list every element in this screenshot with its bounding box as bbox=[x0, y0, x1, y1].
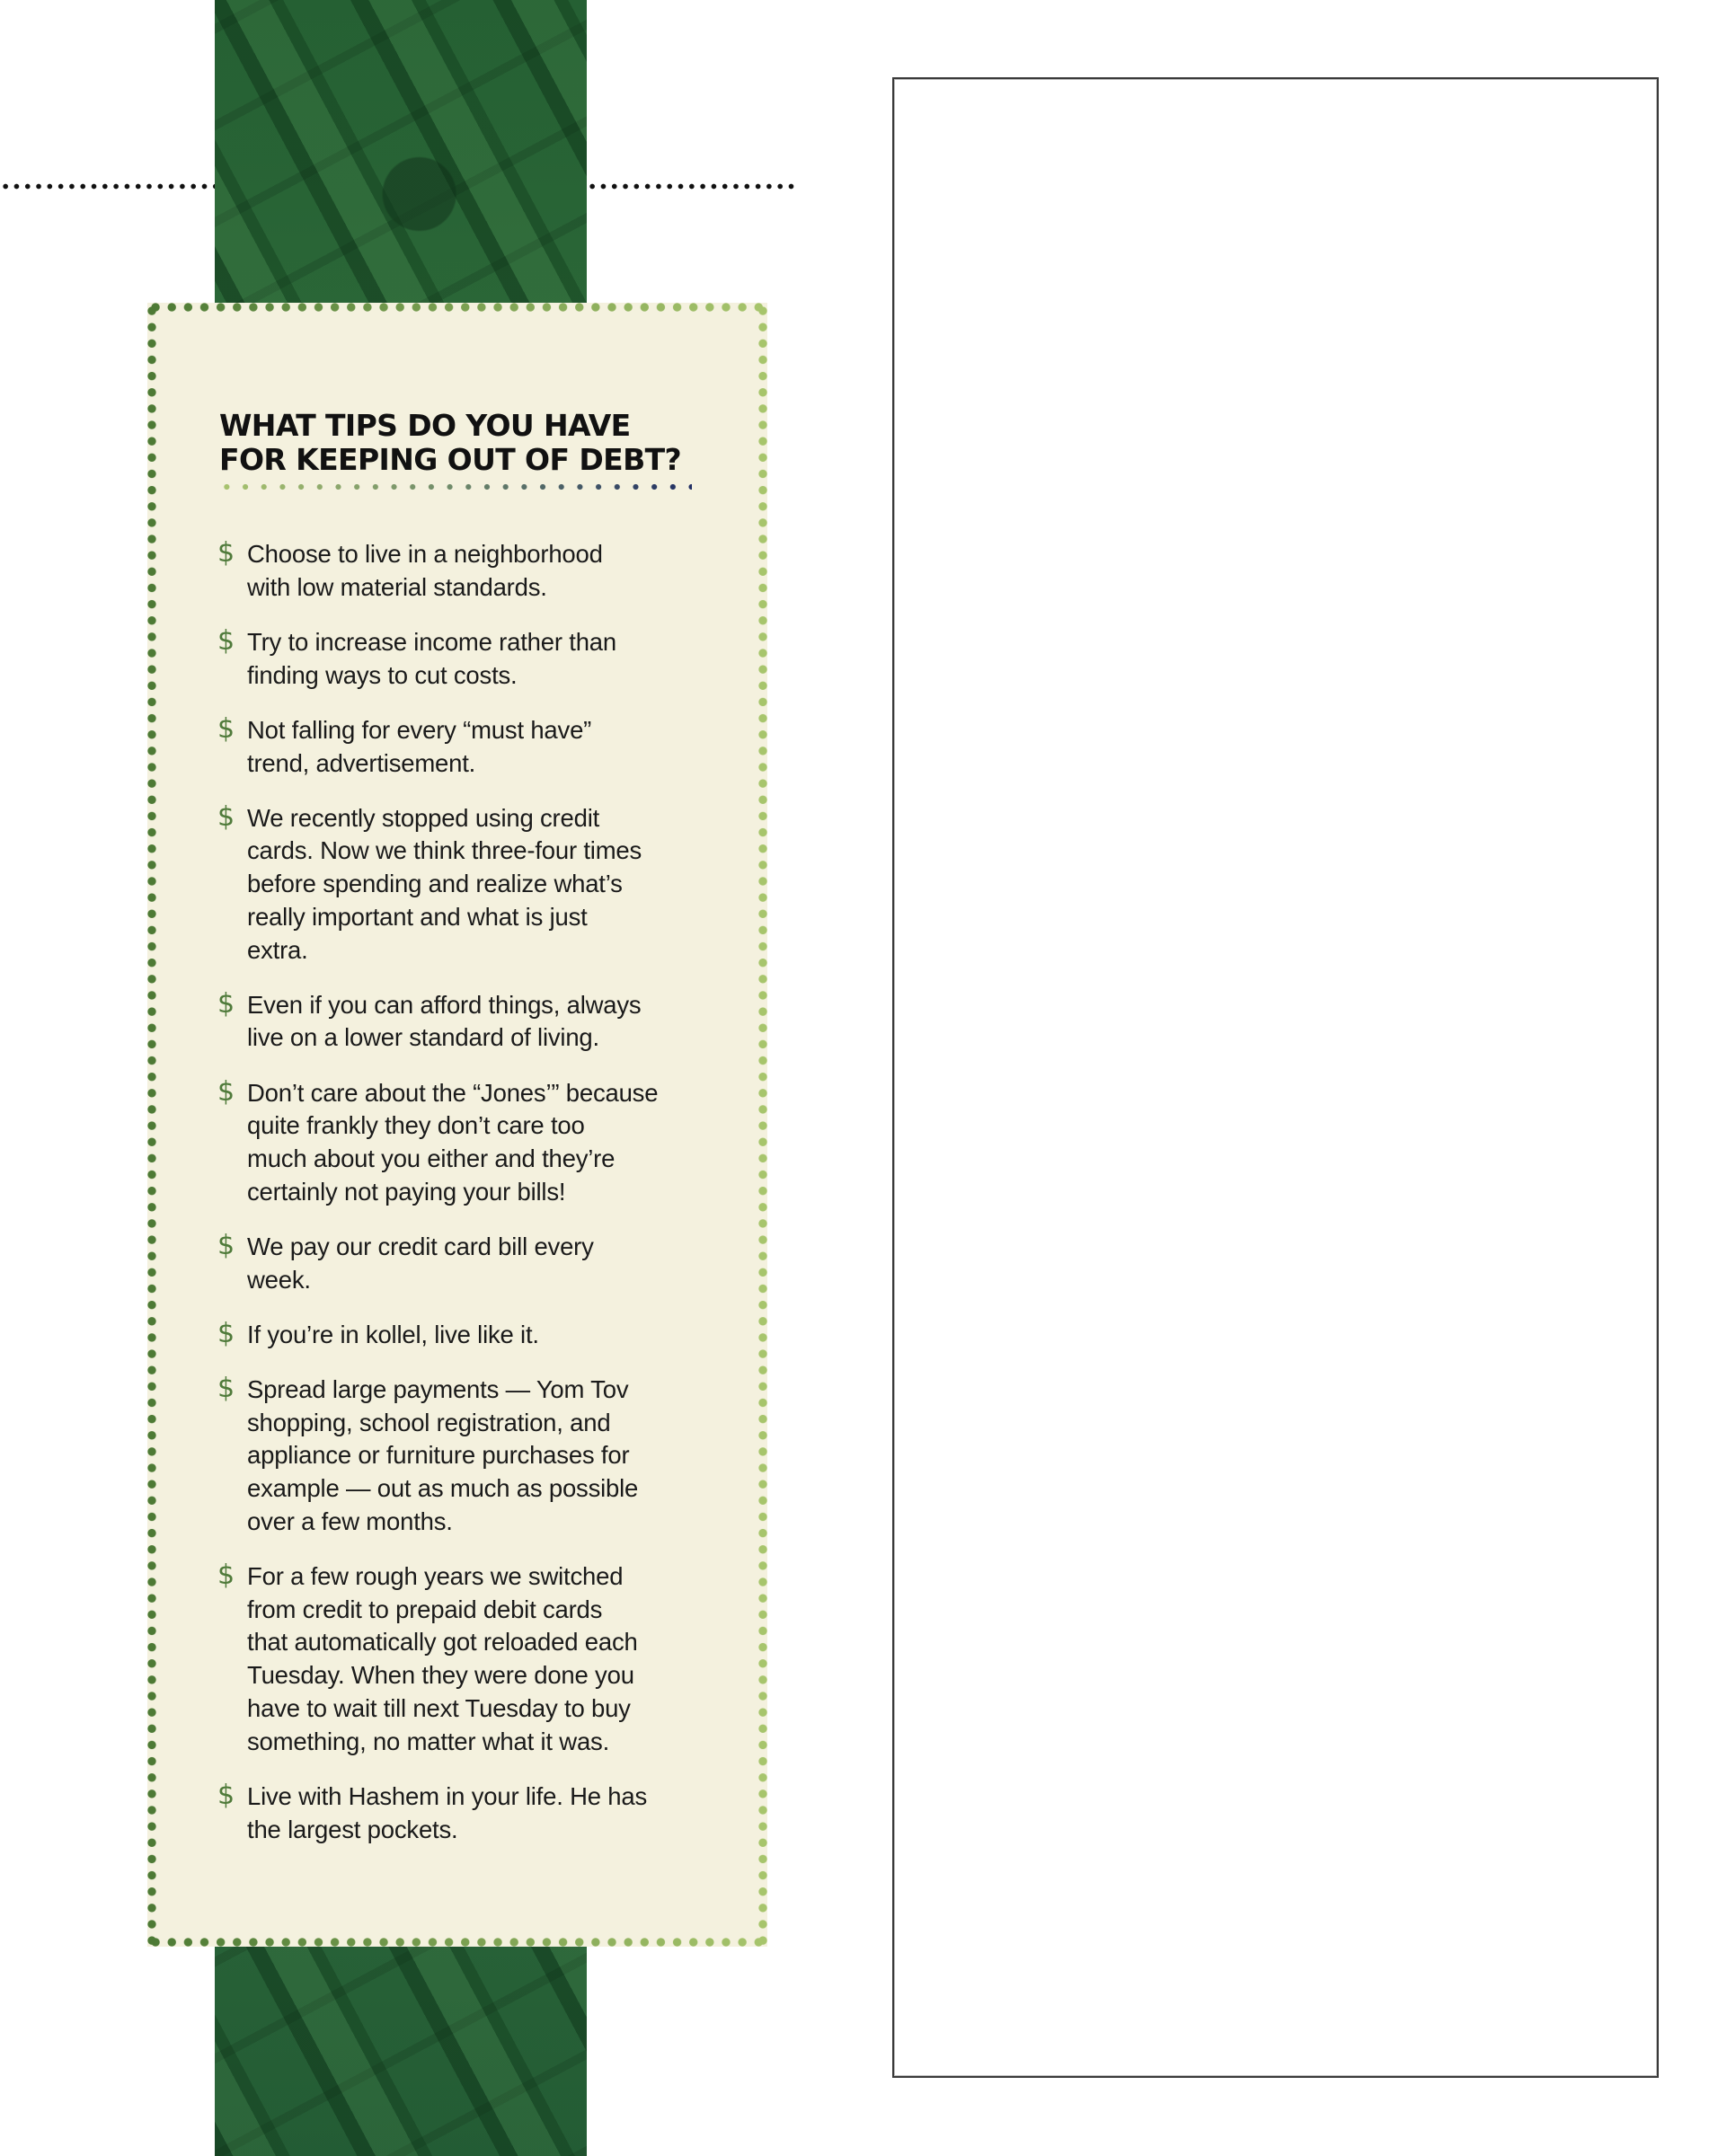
tip-text-line: Live with Hashem in your life. He has bbox=[247, 1781, 648, 1810]
list-item bbox=[217, 989, 757, 1055]
tip-text-line: shopping, school registration, and bbox=[247, 1408, 611, 1436]
tip-text-line: the largest pockets. bbox=[247, 1815, 458, 1843]
tip-text-line: with low material standards. bbox=[247, 572, 547, 601]
dollar-sign-icon: $ bbox=[217, 712, 235, 745]
list-item bbox=[217, 1780, 757, 1846]
tip-text-line: example — out as much as possible bbox=[247, 1474, 639, 1503]
list-item bbox=[217, 1319, 757, 1352]
list-item bbox=[217, 538, 757, 604]
dotted-border-top bbox=[147, 303, 767, 312]
tip-text-line: We pay our credit card bill every bbox=[247, 1232, 594, 1260]
dollar-sign-icon: $ bbox=[217, 800, 235, 833]
sidebar-heading bbox=[219, 409, 722, 477]
dollar-sign-icon: $ bbox=[217, 1373, 235, 1405]
tip-text-line: Don’t care about the “Jones’” because bbox=[247, 1078, 659, 1107]
tip-text-line: something, no matter what it was. bbox=[247, 1727, 610, 1755]
tip-text-line: Choose to live in a neighborhood bbox=[247, 540, 603, 568]
tip-text-line: extra. bbox=[247, 935, 308, 964]
tip-text-line: Not falling for every “must have” bbox=[247, 715, 592, 744]
dollar-sign-icon: $ bbox=[217, 987, 235, 1020]
list-item bbox=[217, 714, 757, 780]
list-item bbox=[217, 1374, 757, 1539]
tip-text-line: Tuesday. When they were done you bbox=[247, 1661, 634, 1690]
list-item bbox=[217, 1231, 757, 1296]
tip-text-line: week. bbox=[247, 1265, 311, 1294]
tip-text-line: over a few months. bbox=[247, 1507, 453, 1535]
dotted-border-left bbox=[147, 303, 156, 1947]
dollar-sign-icon: $ bbox=[217, 1229, 235, 1261]
tip-text-line: appliance or furniture purchases for bbox=[247, 1441, 630, 1470]
tip-text-line: live on a lower standard of living. bbox=[247, 1023, 599, 1052]
tip-text-line: finding ways to cut costs. bbox=[247, 660, 518, 689]
dollar-sign-icon: $ bbox=[217, 1560, 235, 1592]
heading-line: WHAT TIPS DO YOU HAVE bbox=[219, 408, 631, 443]
tips-list bbox=[217, 538, 757, 1869]
dollar-sign-icon: $ bbox=[217, 624, 235, 657]
tips-sidebar-box bbox=[147, 303, 767, 1947]
tip-text-line: much about you either and they’re bbox=[247, 1144, 616, 1173]
tip-text-line: that automatically got reloaded each bbox=[247, 1628, 638, 1657]
tip-text-line: Try to increase income rather than bbox=[247, 627, 616, 656]
tip-text-line: have to wait till next Tuesday to buy bbox=[247, 1693, 631, 1722]
tip-text-line: cards. Now we think three-four times bbox=[247, 836, 642, 865]
dotted-border-right bbox=[758, 303, 767, 1947]
dotted-divider-right bbox=[587, 183, 798, 190]
tip-text-line: from credit to prepaid debit cards bbox=[247, 1595, 603, 1623]
tip-text-line: before spending and realize what’s bbox=[247, 870, 623, 898]
dollar-sign-icon: $ bbox=[217, 1075, 235, 1108]
blank-content-frame bbox=[892, 77, 1659, 2078]
tip-text-line: We recently stopped using credit bbox=[247, 803, 600, 832]
tip-text-line: certainly not paying your bills! bbox=[247, 1177, 566, 1206]
dollar-sign-icon: $ bbox=[217, 1317, 235, 1349]
list-item bbox=[217, 1560, 757, 1758]
list-item bbox=[217, 802, 757, 968]
dollar-sign-icon: $ bbox=[217, 537, 235, 569]
tip-text-line: really important and what is just bbox=[247, 902, 588, 931]
tip-text-line: Spread large payments — Yom Tov bbox=[247, 1375, 629, 1404]
tip-text-line: trend, advertisement. bbox=[247, 748, 476, 777]
heading-dotted-underline bbox=[217, 483, 692, 490]
tip-text-line: If you’re in kollel, live like it. bbox=[247, 1320, 539, 1348]
dotted-border-bottom bbox=[147, 1938, 767, 1947]
tip-text-line: quite frankly they don’t care too bbox=[247, 1111, 585, 1140]
list-item bbox=[217, 1077, 757, 1209]
tip-text-line: Even if you can afford things, always bbox=[247, 990, 642, 1019]
tip-text-line: For a few rough years we switched bbox=[247, 1562, 624, 1591]
dotted-divider-left bbox=[0, 183, 215, 190]
dollar-sign-icon: $ bbox=[217, 1779, 235, 1811]
list-item bbox=[217, 626, 757, 692]
heading-line: FOR KEEPING OUT OF DEBT? bbox=[219, 442, 682, 477]
